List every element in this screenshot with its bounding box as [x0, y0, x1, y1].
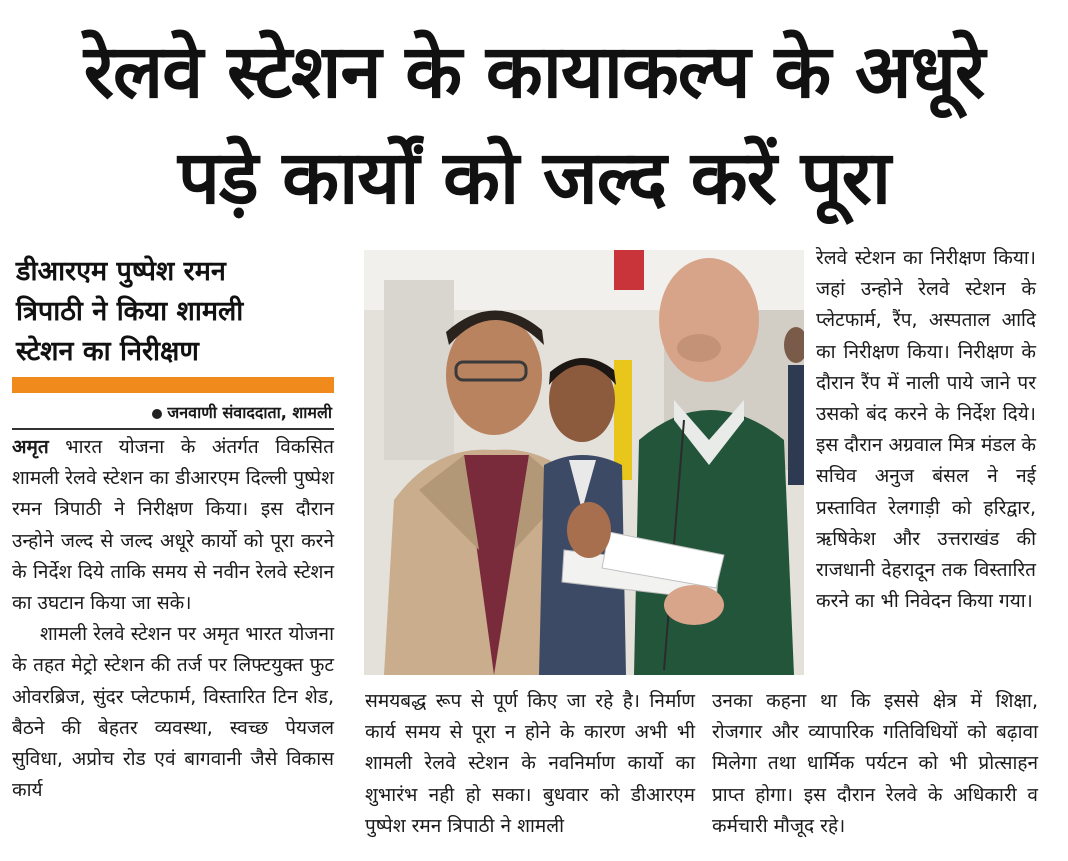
byline-divider	[12, 428, 334, 430]
byline-text: जनवाणी संवाददाता, शामली	[167, 403, 332, 422]
article-paragraph: समयबद्ध रूप से पूर्ण किए जा रहे है। निर्माण कार्य समय से पूरा न होने के कारण अभी भी शामली रेलवे स्टेशन के नवनिर्माण कार्यो का शुभारंभ नही हो सका। बुधवार को डीआरएम पुष्पेश रमन त्रिपाठी ने शामली	[365, 690, 695, 837]
headline-line-1: रेलवे स्टेशन के कायाकल्प के अधूरे	[83, 29, 985, 115]
subheadline-line: त्रिपाठी ने किया शामली	[16, 296, 244, 327]
bullet-icon	[152, 409, 162, 419]
article-paragraph	[12, 432, 334, 619]
headline-line-2: पड़े कार्यों को जल्द करें पूरा	[177, 135, 891, 221]
subheadline-line: डीआरएम पुष्पेश रमन	[16, 256, 226, 287]
article-paragraph: शामली रेलवे स्टेशन पर अमृत भारत योजना के तहत मेट्रो स्टेशन की तर्ज पर लिफ्टयुक्त फुट ओवरब्रिज, सुंदर प्लेटफार्म, विस्तारित टिन शेड, बैठने की बेहतर व्यवस्था, स्वच्छ पेयजल सुविधा, अप्रोच रोड एवं बागवानी जैसे विकास कार्य	[12, 623, 334, 802]
article-column-1	[12, 432, 334, 806]
paragraph-text: भारत योजना के अंतर्गत विकसित शामली रेलवे स्टेशन का डीआरएम दिल्ली पुष्पेश रमन त्रिपाठी ने निरीक्षण किया। इस दौरान उन्होने जल्द से जल्द अधूरे कार्यो को पूरा करने के निर्देश दिये ताकि समय से नवीन रेलवे स्टेशन का उघटान किया जा सके।	[12, 436, 334, 615]
photo-illustration	[364, 250, 804, 675]
subheadline-line: स्टेशन का निरीक्षण	[16, 336, 199, 367]
news-photo	[364, 250, 804, 675]
article-column-3-top	[816, 243, 1036, 617]
lead-word: अमृत	[12, 436, 49, 458]
subheadline	[16, 252, 316, 372]
byline	[12, 401, 332, 425]
article-paragraph: रेलवे स्टेशन का निरीक्षण किया। जहां उन्होने रेलवे स्टेशन के प्लेटफार्म, रैंप, अस्पताल आदि का निरीक्षण किया। निरीक्षण के दौरान रैंप में नाली पाये जाने पर उसको बंद करने के निर्देश दिये। इस दौरान अग्रवाल मित्र मंडल के सचिव अनुज बंसल ने नई प्रस्तावित रेलगाड़ी को हरिद्वार, ऋषिकेश और उत्तराखंड की राजधानी देहरादून तक विस्तारित करने का भी निवेदन किया गया।	[816, 247, 1036, 613]
article-column-3-bottom	[712, 686, 1038, 842]
orange-divider	[12, 377, 334, 393]
article-paragraph: उनका कहना था कि इससे क्षेत्र में शिक्षा, रोजगार और व्यापारिक गतिविधियों को बढ़ावा मिलेगा तथा धार्मिक पर्यटन को भी प्रोत्साहन प्राप्त होगा। इस दौरान रेलवे के अधिकारी व कर्मचारी मौजूद रहे।	[712, 690, 1038, 837]
article-column-2-bottom	[365, 686, 695, 842]
